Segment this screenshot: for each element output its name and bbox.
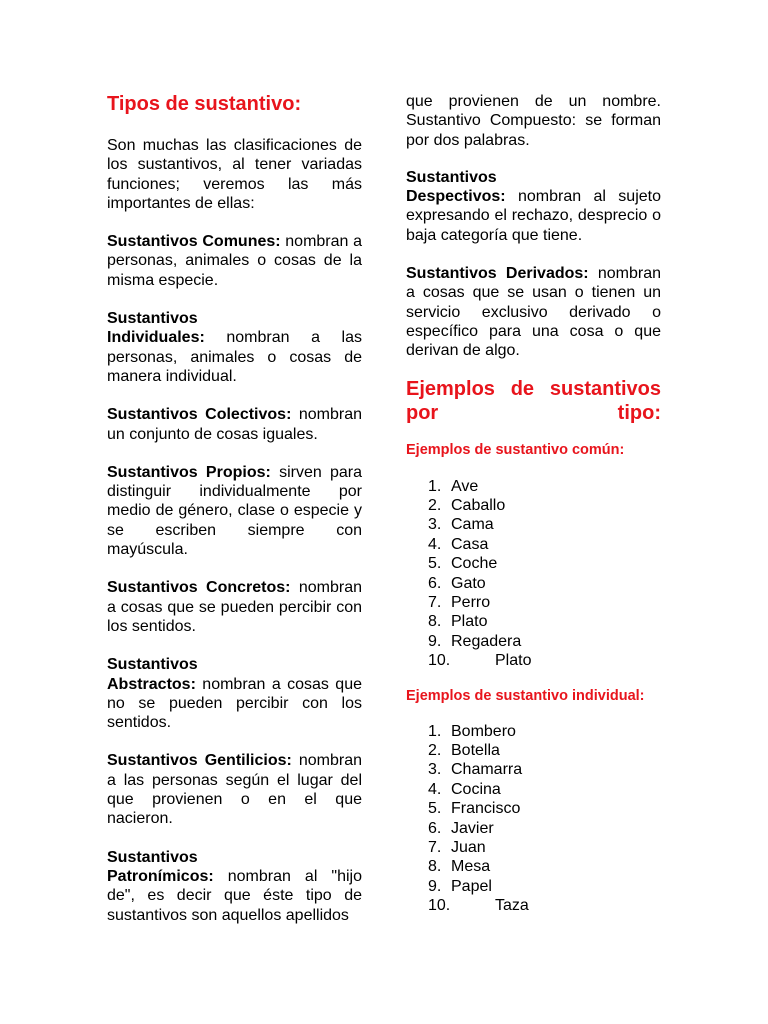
term-abstractos-1: Sustantivos bbox=[107, 656, 198, 674]
text-despectivos: nombran al sujeto expresando el rechazo, desprecio o baja categoría que tiene. bbox=[406, 188, 661, 244]
paragraph-comunes bbox=[107, 232, 362, 290]
paragraph-colectivos bbox=[107, 405, 362, 444]
list-item bbox=[406, 574, 661, 593]
list-item bbox=[406, 612, 661, 631]
list-item-text: Regadera bbox=[451, 632, 522, 650]
list-item-text: Juan bbox=[451, 839, 486, 857]
right-column bbox=[406, 92, 661, 916]
list-item bbox=[406, 535, 661, 554]
list-item-number: 1. bbox=[428, 477, 442, 495]
paragraph-propios bbox=[107, 463, 362, 559]
list-item bbox=[406, 593, 661, 612]
list-item-number: 1. bbox=[428, 722, 442, 740]
list-item-text: Gato bbox=[451, 574, 486, 592]
list-item-number: 6. bbox=[428, 819, 442, 837]
list-item-number: 8. bbox=[428, 858, 442, 876]
text-derivados: nombran a cosas que se usan o tienen un servicio exclusivo derivado o específico para una cosa o que derivan de algo. bbox=[406, 265, 662, 360]
term-patronimicos-1: Sustantivos bbox=[107, 848, 198, 866]
list-item-number: 7. bbox=[428, 594, 442, 611]
list-item-number: 2. bbox=[428, 742, 442, 760]
term-derivados: Sustantivos Derivados: bbox=[406, 265, 589, 283]
list-item-text: Coche bbox=[451, 555, 498, 573]
term-abstractos-2: Abstractos: bbox=[107, 675, 196, 693]
term-concretos: Sustantivos Concretos: bbox=[107, 579, 291, 597]
list-item-text: Ave bbox=[451, 477, 479, 495]
text-abstractos: nombran a cosas que no se pueden percibir con los sentidos. bbox=[107, 675, 362, 732]
paragraph-despectivos bbox=[406, 168, 661, 245]
paragraph-individuales bbox=[107, 309, 362, 386]
list-item bbox=[406, 651, 661, 670]
list-item-text: Plato bbox=[495, 652, 532, 670]
list-item bbox=[406, 741, 661, 760]
list-item-text: Cocina bbox=[451, 780, 501, 798]
term-individuales-1: Sustantivos bbox=[107, 310, 198, 328]
list-item-text: Chamarra bbox=[451, 761, 523, 779]
list-item-number: 3. bbox=[428, 516, 442, 534]
list-item-number: 10. bbox=[428, 652, 451, 670]
list-item bbox=[406, 838, 661, 857]
text-propios: sirven para distinguir individualmente por medio de género, clase o especie y se escriben siempre con mayúscula. bbox=[107, 463, 363, 559]
list-item bbox=[406, 896, 661, 915]
subtitle-individual: Ejemplos de sustantivo individual: bbox=[406, 687, 645, 704]
list-item bbox=[406, 857, 661, 876]
list-item-text: Plato bbox=[451, 613, 488, 631]
list-item bbox=[406, 819, 661, 838]
list-item bbox=[406, 632, 661, 651]
list-item-number: 9. bbox=[428, 877, 442, 895]
paragraph-gentilicios bbox=[107, 751, 362, 828]
section-title-ejemplos: Ejemplos de sustantivos por tipo: bbox=[406, 377, 661, 424]
text-patronimicos: nombran al "hijo de", es decir que éste tipo de sustantivos son aquellos apellidos bbox=[107, 867, 362, 924]
term-patronimicos-2: Patronímicos: bbox=[107, 867, 214, 885]
list-item bbox=[406, 477, 661, 496]
term-gentilicios: Sustantivos Gentilicios: bbox=[107, 752, 292, 770]
list-item bbox=[406, 496, 661, 515]
list-item bbox=[406, 554, 661, 573]
text-concretos: nombran a cosas que se pueden percibir con los sentidos. bbox=[107, 579, 362, 635]
list-item bbox=[406, 877, 661, 896]
term-despectivos-1: Sustantivos bbox=[406, 168, 497, 186]
term-comunes: Sustantivos Comunes: bbox=[107, 233, 281, 251]
list-item-text: Mesa bbox=[451, 858, 491, 876]
intro-paragraph: Son muchas las clasificaciones de los sustantivos, al tener variadas funciones; veremos las más importantes de ellas: bbox=[107, 137, 362, 212]
list-item-number: 3. bbox=[428, 761, 442, 779]
text-colectivos: nombran un conjunto de cosas iguales. bbox=[107, 406, 362, 443]
subtitle-comun: Ejemplos de sustantivo común: bbox=[406, 441, 625, 458]
term-propios: Sustantivos Propios: bbox=[107, 463, 271, 481]
list-item-text: Papel bbox=[451, 877, 492, 895]
list-item-number: 10. bbox=[428, 897, 451, 915]
list-item bbox=[406, 780, 661, 799]
term-colectivos: Sustantivos Colectivos: bbox=[107, 406, 292, 424]
list-comun bbox=[406, 477, 661, 671]
list-item-text: Bombero bbox=[451, 722, 516, 740]
section-title-tipos: Tipos de sustantivo: bbox=[107, 93, 302, 115]
list-item-text: Botella bbox=[451, 742, 500, 760]
list-individual bbox=[406, 722, 661, 916]
list-item-number: 4. bbox=[428, 535, 442, 553]
list-item-text: Caballo bbox=[451, 496, 506, 514]
term-despectivos-2: Despectivos: bbox=[406, 188, 506, 206]
text-gentilicios: nombran a las personas según el lugar del que provienen o en el que nacieron. bbox=[107, 752, 362, 828]
paragraph-concretos bbox=[107, 578, 362, 636]
list-item bbox=[406, 515, 661, 534]
paragraph-abstractos bbox=[107, 655, 362, 732]
list-item bbox=[406, 722, 661, 741]
list-item-number: 5. bbox=[428, 800, 442, 818]
text-individuales: nombran a las personas, animales o cosas de manera individual. bbox=[107, 329, 362, 385]
text-comunes: nombran a personas, animales o cosas de la misma especie. bbox=[107, 233, 362, 289]
list-item-text: Javier bbox=[451, 819, 494, 837]
list-item-number: 4. bbox=[428, 780, 442, 798]
list-item-text: Perro bbox=[451, 594, 491, 611]
list-item bbox=[406, 760, 661, 779]
list-item-text: Francisco bbox=[451, 800, 521, 818]
list-item-number: 9. bbox=[428, 632, 442, 650]
paragraph-patronimicos bbox=[107, 848, 362, 925]
list-item-text: Taza bbox=[495, 897, 529, 915]
list-item-number: 5. bbox=[428, 555, 442, 573]
list-item bbox=[406, 799, 661, 818]
left-column bbox=[107, 92, 362, 925]
term-individuales-2: Individuales: bbox=[107, 329, 205, 347]
list-item-number: 7. bbox=[428, 839, 442, 857]
paragraph-derivados bbox=[406, 264, 661, 360]
list-item-number: 8. bbox=[428, 613, 442, 631]
list-item-text: Casa bbox=[451, 535, 489, 553]
list-item-number: 2. bbox=[428, 496, 442, 514]
list-item-number: 6. bbox=[428, 574, 442, 592]
list-item-text: Cama bbox=[451, 516, 494, 534]
paragraph-continuation: que provienen de un nombre. Sustantivo Compuesto: se forman por dos palabras. bbox=[406, 93, 661, 149]
